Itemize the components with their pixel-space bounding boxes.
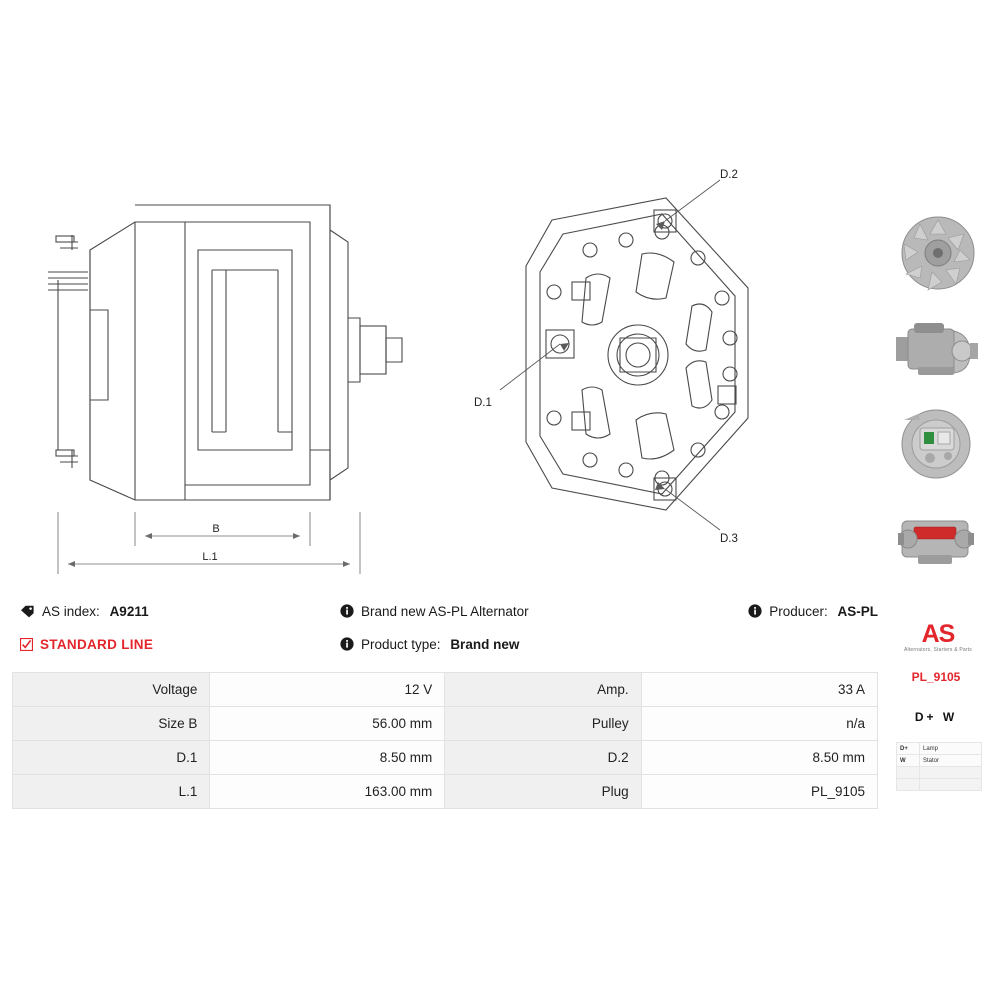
spec-key: Size B <box>13 707 210 741</box>
pins-header-label: D+ W <box>914 710 958 724</box>
description-row <box>340 604 529 620</box>
pin-description-table <box>896 742 982 791</box>
info-icon <box>340 637 354 651</box>
product-photo-side-right[interactable] <box>884 493 988 583</box>
product-type-value: Brand new <box>450 637 520 652</box>
pin-key: D+ <box>897 743 920 755</box>
spec-value: PL_9105 <box>641 775 877 809</box>
callout-d3-label: D.3 <box>720 533 738 545</box>
product-photo-side-left[interactable] <box>884 303 988 393</box>
spec-value: 12 V <box>210 673 445 707</box>
dimension-b-label: B <box>212 523 220 535</box>
spec-key: Plug <box>445 775 641 809</box>
technical-drawings <box>10 150 870 590</box>
product-info-block <box>12 598 878 660</box>
pin-desc <box>920 779 982 791</box>
info-icon <box>748 604 762 618</box>
brand-tagline: Alternators, Starters & Parts <box>903 647 973 653</box>
product-photo-strip <box>884 208 988 588</box>
product-photo-rear-regulator[interactable] <box>884 398 988 488</box>
table-row <box>897 767 982 779</box>
spec-value: 163.00 mm <box>210 775 445 809</box>
specification-table <box>12 672 878 809</box>
spec-value: 33 A <box>641 673 877 707</box>
table-row <box>897 755 982 767</box>
product-type-row <box>340 637 519 653</box>
alternator-front-view-drawing <box>430 150 850 590</box>
description-text: Brand new AS-PL Alternator <box>361 604 529 619</box>
table-row <box>13 741 878 775</box>
tag-icon <box>20 605 35 618</box>
info-icon <box>340 604 354 618</box>
plug-code-label: PL_9105 <box>911 670 961 684</box>
table-row <box>897 779 982 791</box>
spec-key: Pulley <box>445 707 641 741</box>
table-row <box>13 707 878 741</box>
brand-name: AS <box>921 620 955 648</box>
producer-value: AS-PL <box>837 604 878 619</box>
spec-value: 56.00 mm <box>210 707 445 741</box>
standard-line-label: STANDARD LINE <box>40 637 154 652</box>
checkbox-icon <box>20 638 33 651</box>
product-type-label: Product type: <box>361 637 441 652</box>
spec-value: n/a <box>641 707 877 741</box>
spec-key: Amp. <box>445 673 641 707</box>
table-row <box>13 673 878 707</box>
spec-value: 8.50 mm <box>210 741 445 775</box>
spec-value: 8.50 mm <box>641 741 877 775</box>
pin-key <box>897 767 920 779</box>
as-index-label: AS index: <box>42 604 100 619</box>
producer-row <box>748 604 878 620</box>
producer-label: Producer: <box>769 604 828 619</box>
as-index-value: A9211 <box>109 604 149 619</box>
spec-key: L.1 <box>13 775 210 809</box>
spec-key: D.2 <box>445 741 641 775</box>
callout-d1-label: D.1 <box>474 397 492 409</box>
table-row <box>897 743 982 755</box>
pin-desc <box>920 767 982 779</box>
callout-d2-label: D.2 <box>720 169 738 181</box>
standard-line-row <box>20 637 153 653</box>
table-row <box>13 775 878 809</box>
alternator-side-view-drawing <box>30 150 410 590</box>
pin-desc: Stator <box>920 755 982 767</box>
pin-key: W <box>897 755 920 767</box>
pin-key <box>897 779 920 791</box>
product-photo-pulley-end[interactable] <box>884 208 988 298</box>
spec-key: Voltage <box>13 673 210 707</box>
as-index-row <box>20 604 149 620</box>
brand-logo <box>896 622 980 653</box>
pin-desc: Lamp <box>920 743 982 755</box>
spec-key: D.1 <box>13 741 210 775</box>
dimension-l1-label: L.1 <box>202 551 218 563</box>
